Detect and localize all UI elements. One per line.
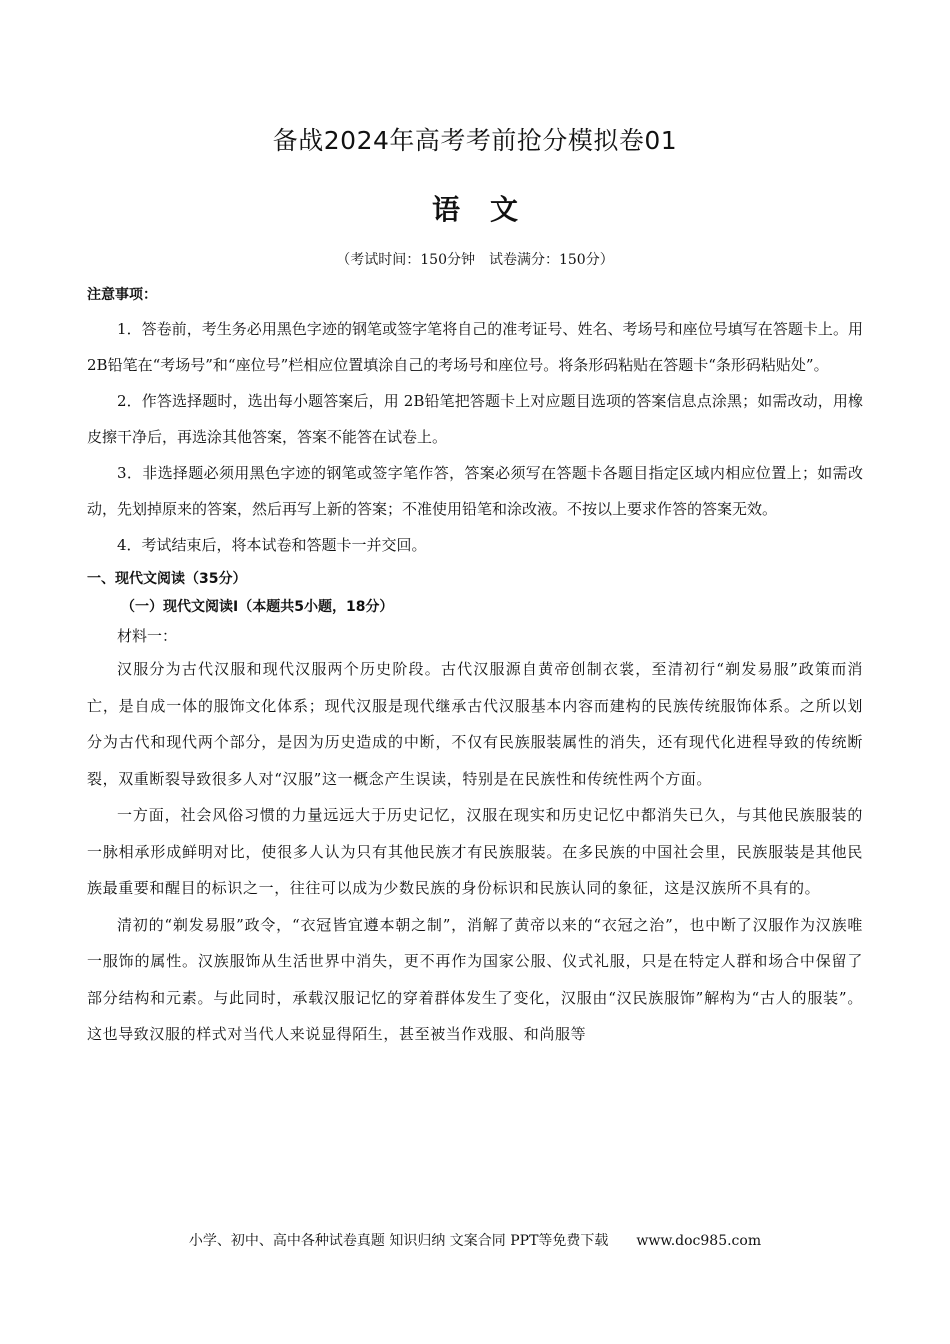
body-paragraph-3: 清初的“剃发易服”政令，“衣冠皆宜遵本朝之制”，消解了黄帝以来的“衣冠之治”，也中断了汉服作为汉族唯一服饰的属性。汉族服饰从生活世界中消失，更不再作为国家公服、仪式礼服，只是在特定人群和场合中保留了部分结构和元素。与此同时，承载汉服记忆的穿着群体发生了变化，汉服由“汉民族服饰”解构为“古人的服装”。这也导致汉服的样式对当代人来说显得陌生，甚至被当作戏服、和尚服等	[87, 915, 863, 1043]
document-body	[87, 283, 863, 1053]
notice-heading: 注意事项：	[87, 287, 157, 303]
notice-item-1: 1．答卷前，考生务必用黑色字迹的钢笔或签字笔将自己的准考证号、姓名、考场号和座位号填写在答题卡上。用 2B铅笔在“考场号”和“座位号”栏相应位置填涂自己的考场号和座位号。将条形码粘贴在答题卡“条形码粘贴处”。	[87, 320, 863, 374]
exam-info: （考试时间：150分钟 试卷满分：150分）	[336, 252, 614, 268]
section-heading: 一、现代文阅读（35分）	[87, 571, 247, 587]
body-paragraph-2: 一方面，社会风俗习惯的力量远远大于历史记忆，汉服在现实和历史记忆中都消失已久，与其他民族服装的一脉相承形成鲜明对比，使很多人认为只有其他民族才有民族服装。在多民族的中国社会里，民族服装是其他民族最重要和醒目的标识之一，往往可以成为少数民族的身份标识和民族认同的象征，这是汉族所不具有的。	[87, 806, 863, 897]
subject-title: 语文	[431, 193, 548, 226]
exam-title: 备战2024年高考考前抢分模拟卷01	[272, 126, 678, 155]
material-label: 材料一：	[117, 627, 178, 645]
notice-item-4: 4．考试结束后，将本试卷和答题卡一并交回。	[117, 536, 427, 554]
notice-item-2: 2．作答选择题时，选出每小题答案后，用 2B铅笔把答题卡上对应题目选项的答案信息点涂黑；如需改动，用橡皮擦干净后，再选涂其他答案，答案不能答在试卷上。	[87, 392, 863, 446]
notice-item-3: 3．非选择题必须用黑色字迹的钢笔或签字笔作答，答案必须写在答题卡各题目指定区域内相应位置上；如需改动，先划掉原来的答案，然后再写上新的答案；不准使用铅笔和涂改液。不按以上要求作答的答案无效。	[87, 464, 863, 518]
body-paragraph-1: 汉服分为古代汉服和现代汉服两个历史阶段。古代汉服源自黄帝创制衣裳，至清初行“剃发易服”政策而消亡，是自成一体的服饰文化体系；现代汉服是现代继承古代汉服基本内容而建构的民族传统服饰体系。之所以划分为古代和现代两个部分，是因为历史造成的中断，不仅有民族服装属性的消失，还有现代化进程导致的传统断裂，双重断裂导致很多人对“汉服”这一概念产生误读，特别是在民族性和传统性两个方面。	[87, 660, 863, 788]
subsection-heading: （一）现代文阅读Ⅰ（本题共5小题，18分）	[121, 599, 394, 615]
page-footer: 小学、初中、高中各种试卷真题 知识归纳 文案合同 PPT等免费下载 www.doc985.com	[188, 1233, 762, 1249]
